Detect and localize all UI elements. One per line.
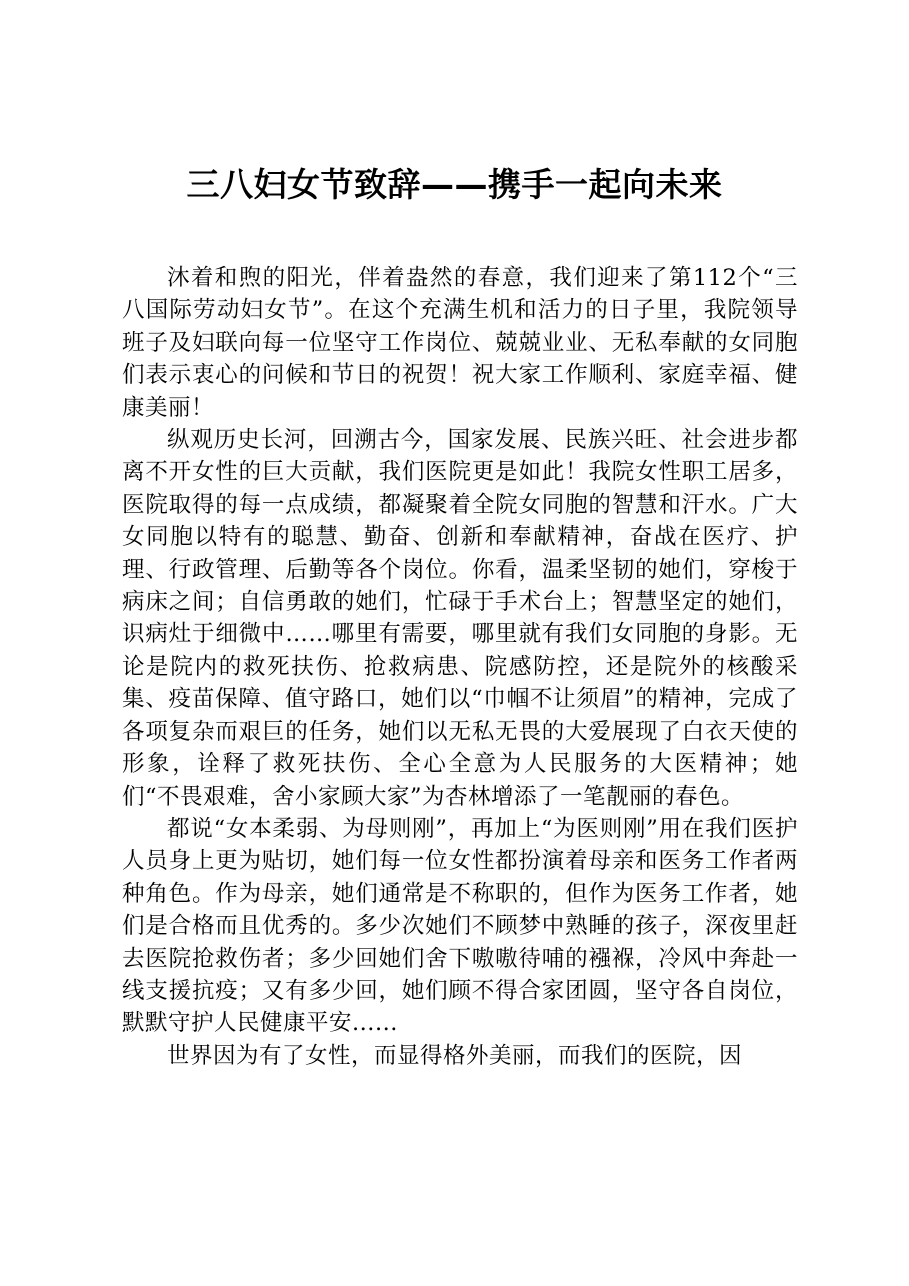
paragraph-2: 纵观历史长河，回溯古今，国家发展、民族兴旺、社会进步都离不开女性的巨大贡献，我们医院更是如此！我院女性职工居多，医院取得的每一点成绩，都凝聚着全院女同胞的智慧和汗水。广大女同胞以特有的聪慧、勤奋、创新和奉献精神，奋战在医疗、护理、行政管理、后勤等各个岗位。你看，温柔坚韧的她们，穿梭于病床之间；自信勇敢的她们，忙碌于手术台上；智慧坚定的她们，识病灶于细微中……哪里有需要，哪里就有我们女同胞的身影。无论是院内的救死扶伤、抢救病患、院感防控，还是院外的核酸采集、疫苗保障、值守路口，她们以“巾帼不让须眉”的精神，完成了各项复杂而艰巨的任务，她们以无私无畏的大爱展现了白衣天使的形象，诠释了救死扶伤、全心全意为人民服务的大医精神；她们“不畏艰难，舍小家顾大家”为杏林增添了一笔靓丽的春色。 (122, 427, 798, 810)
document-title: 三八妇女节致辞——携手一起向未来 (186, 165, 723, 204)
paragraph-1: 沐着和煦的阳光，伴着盎然的春意，我们迎来了第112个“三八国际劳动妇女节”。在这个充满生机和活力的日子里，我院领导班子及妇联向每一位坚守工作岗位、兢兢业业、无私奉献的女同胞们表示衷心的问候和节日的祝贺！祝大家工作顺利、家庭幸福、健康美丽！ (122, 265, 798, 421)
document-body (122, 262, 798, 1072)
paragraph-4: 世界因为有了女性，而显得格外美丽，而我们的医院，因 (167, 1042, 743, 1069)
paragraph-3: 都说“女本柔弱、为母则刚”，再加上“为医则刚”用在我们医护人员身上更为贴切，她们每一位女性都扮演着母亲和医务工作者两种角色。作为母亲，她们通常是不称职的，但作为医务工作者，她们是合格而且优秀的。多少次她们不顾梦中熟睡的孩子，深夜里赶去医院抢救伤者；多少回她们舍下嗷嗷待哺的襁褓，冷风中奔赴一线支援抗疫；又有多少回，她们顾不得合家团圆，坚守各自岗位，默默守护人民健康平安...... (122, 815, 798, 1037)
